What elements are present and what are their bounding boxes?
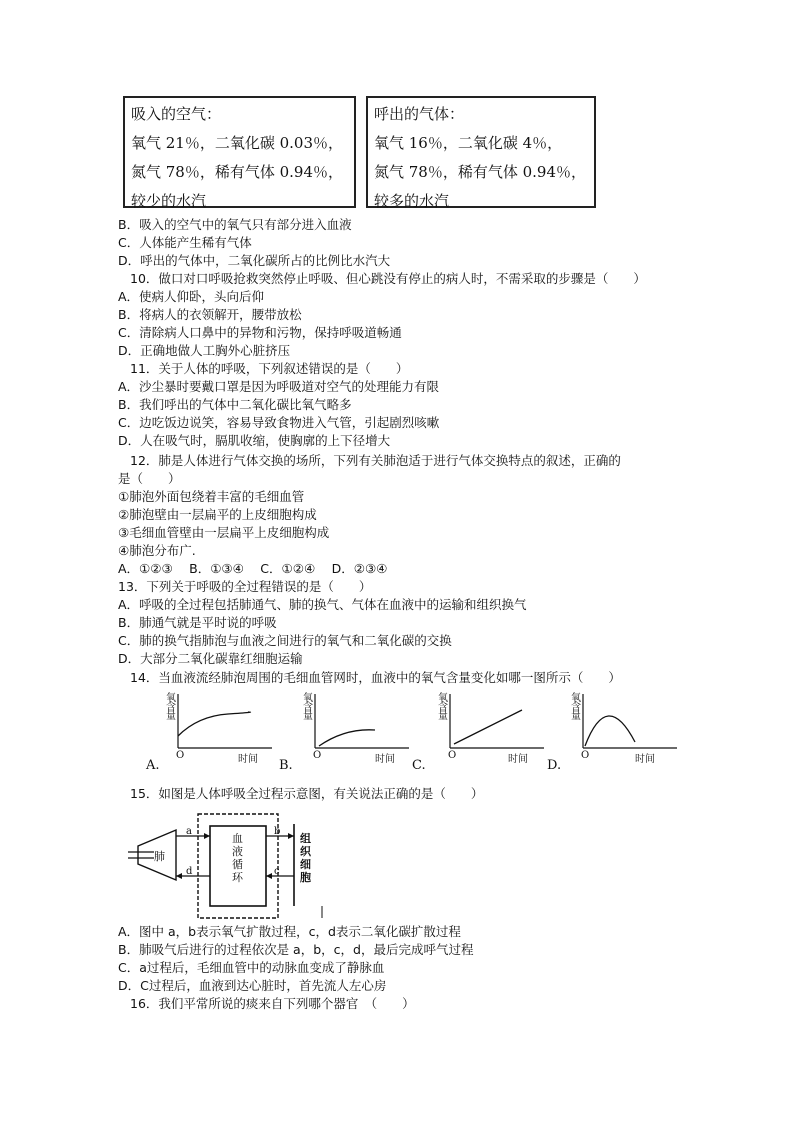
choice-b: B. xyxy=(279,758,293,773)
text-line: C．清除病人口鼻中的异物和污物，保持呼吸道畅通 xyxy=(118,325,402,340)
choice-a: A. xyxy=(146,758,160,773)
ylabel: 氧含量 xyxy=(166,693,176,722)
text-line: C．a过程后，毛细血管中的动脉血变成了静脉血 xyxy=(118,960,385,975)
graph-b-plot xyxy=(305,692,415,772)
origin: O xyxy=(313,750,322,761)
question-16: 16．我们平常所说的痰来自下列哪个器官 （ ） xyxy=(130,996,415,1011)
text-line: A．呼吸的全过程包括肺通气、肺的换气、气体在血液中的运输和组织换气 xyxy=(118,597,527,612)
text-line: ①肺泡外面包绕着丰富的毛细血管 xyxy=(118,489,305,504)
text-line: 是（ ） xyxy=(118,471,181,486)
inhaled-line-1: 氧气 21％，二氧化碳 0.03％， xyxy=(131,134,344,152)
text-line: C．边吃饭边说笑，容易导致食物进入气管，引起剧烈咳嗽 xyxy=(118,415,440,430)
ylabel: 氧含量 xyxy=(438,693,448,722)
inhaled-line-2: 氮气 78％，稀有气体 0.94％， xyxy=(131,163,344,181)
text-line: B．肺吸气后进行的过程依次是 a，b，c，d，最后完成呼气过程 xyxy=(118,942,474,957)
text-line: D．人在吸气时，膈肌收缩，使胸廓的上下径增大 xyxy=(118,433,391,448)
arrow-d-label: d xyxy=(186,866,193,877)
origin: O xyxy=(581,750,590,761)
text-line: ④肺泡分布广. xyxy=(118,543,196,558)
question-13: 13．下列关于呼吸的全过程错误的是（ ） xyxy=(118,579,372,594)
xlabel: 时间 xyxy=(375,754,395,765)
xlabel: 时间 xyxy=(238,754,258,765)
text-line: B．将病人的衣领解开，腰带放松 xyxy=(118,307,302,322)
text-line: ②肺泡壁由一层扁平的上皮细胞构成 xyxy=(118,507,317,522)
lung-label: 肺 xyxy=(154,850,165,863)
graph-d-plot xyxy=(573,692,683,772)
inhaled-air-box xyxy=(123,96,356,208)
text-line: C．肺的换气指肺泡与血液之间进行的氧气和二氧化碳的交换 xyxy=(118,633,452,648)
question-15: 15．如图是人体呼吸全过程示意图，有关说法正确的是（ ） xyxy=(130,786,484,801)
text-line: A．图中 a，b表示氧气扩散过程，c，d表示二氧化碳扩散过程 xyxy=(118,924,461,939)
exhaled-air-box xyxy=(366,96,596,208)
exhaled-line-3: 较多的水汽 xyxy=(374,192,450,210)
question-10: 10．做口对口呼吸抢救突然停止呼吸、但心跳没有停止的病人时，不需采取的步骤是（ ） xyxy=(130,271,646,286)
choice-d: D. xyxy=(547,758,562,773)
xlabel: 时间 xyxy=(508,754,528,765)
blood-circulation-label: 血 液 循 环 xyxy=(232,832,243,884)
arrow-a-label: a xyxy=(186,826,192,837)
text-line: B．吸入的空气中的氧气只有部分进入血液 xyxy=(118,217,352,232)
text-line: B．我们呼出的气体中二氧化碳比氧气略多 xyxy=(118,397,352,412)
text-line: D．大部分二氧化碳靠红细胞运输 xyxy=(118,651,303,666)
respiration-diagram-svg xyxy=(128,810,324,920)
tissue-cell-label: 组 织 细 胞 xyxy=(300,832,311,884)
exhaled-title: 呼出的气体： xyxy=(374,105,465,123)
inhaled-title: 吸入的空气： xyxy=(131,105,222,123)
graph-d xyxy=(573,692,703,772)
ylabel: 氧含量 xyxy=(303,693,313,722)
text-line: C．人体能产生稀有气体 xyxy=(118,235,252,250)
text-line: A．沙尘暴时要戴口罩是因为呼吸道对空气的处理能力有限 xyxy=(118,379,440,394)
exhaled-line-1: 氧气 16％，二氧化碳 4％， xyxy=(374,134,563,152)
text-line: D．C过程后，血液到达心脏时，首先流人左心房 xyxy=(118,978,387,993)
arrow-c-label: c xyxy=(274,866,280,877)
graph-a-plot xyxy=(168,692,278,772)
origin: O xyxy=(448,750,457,761)
text-line: D．呼出的气体中，二氧化碳所占的比例比水汽大 xyxy=(118,253,391,268)
inhaled-line-3: 较少的水汽 xyxy=(131,192,207,210)
text-line: A．①②③ B．①③④ C．①②④ D．②③④ xyxy=(118,561,388,576)
graph-c-plot xyxy=(440,692,550,772)
text-line: A．使病人仰卧，头向后仰 xyxy=(118,289,265,304)
choice-c: C. xyxy=(412,758,426,773)
text-line: D．正确地做人工胸外心脏挤压 xyxy=(118,343,291,358)
exhaled-line-2: 氮气 78％，稀有气体 0.94％， xyxy=(374,163,587,181)
origin: O xyxy=(176,750,185,761)
question-12: 12．肺是人体进行气体交换的场所，下列有关肺泡适于进行气体交换特点的叙述，正确的 xyxy=(130,453,621,468)
question-14: 14．当血液流经肺泡周围的毛细血管网时，血液中的氧气含量变化如哪一图所示（ ） xyxy=(130,670,621,685)
xlabel: 时间 xyxy=(635,754,655,765)
respiration-diagram xyxy=(128,810,324,920)
arrow-b-label: b xyxy=(274,826,281,837)
text-line: ③毛细血管壁由一层扁平上皮细胞构成 xyxy=(118,525,330,540)
question-11: 11．关于人体的呼吸，下列叙述错误的是（ ） xyxy=(130,361,409,376)
text-line: B．肺通气就是平时说的呼吸 xyxy=(118,615,277,630)
ylabel: 氧含量 xyxy=(571,693,581,722)
